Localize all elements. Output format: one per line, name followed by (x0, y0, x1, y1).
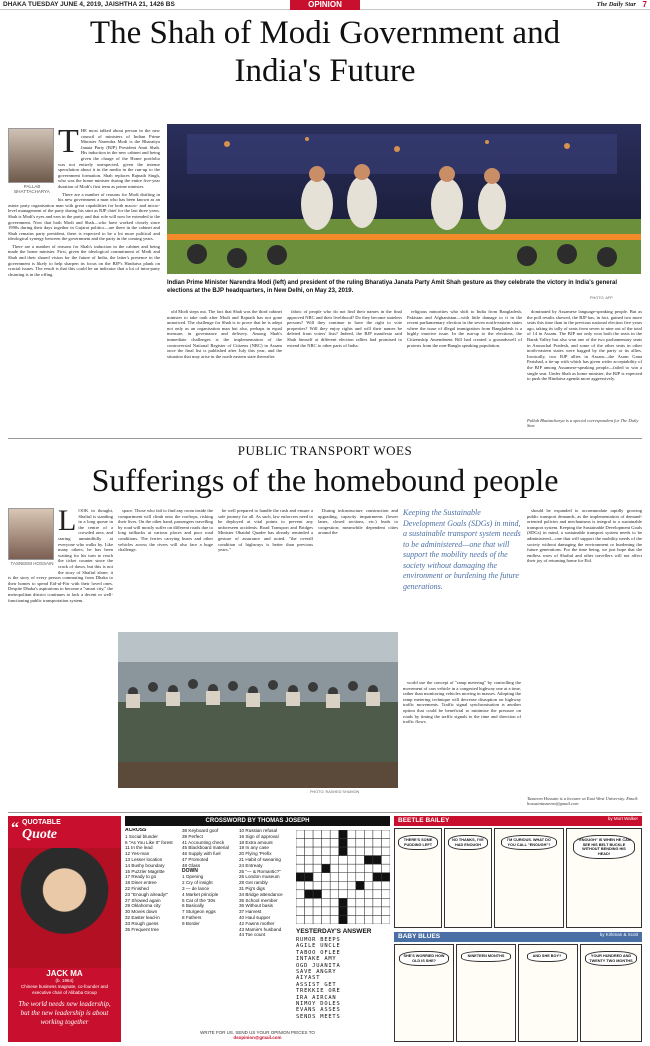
crossword-cell[interactable] (313, 915, 322, 924)
author-note: Tasneem Hossain is a lecturer at East West University. Email: hossaintasneem@gmail.com (527, 796, 639, 806)
drop-cap: T (58, 128, 79, 160)
baby-blues-title-bar (394, 932, 642, 942)
crossword-cell[interactable] (373, 915, 382, 924)
crossword-cell[interactable] (313, 847, 322, 856)
crossword-cell[interactable] (364, 898, 373, 907)
speech-bubble: AND SHE BOY? (527, 951, 567, 962)
crossword-cell[interactable] (339, 864, 348, 873)
article2-column-6 (527, 508, 642, 788)
crossword-cell (356, 881, 365, 890)
crossword-clue: 23 "Enough already!" (125, 891, 169, 897)
crossword-clue: 3 — de lance (182, 885, 210, 891)
crossword-clue: 48 Glass (182, 862, 201, 868)
crossword-cell[interactable] (364, 907, 373, 916)
article2-paragraph: space. Those who fail to find any room inside the compartment will climb onto the rooftops, risking their lives. On the other hand, passengers travelling by road will mostly suffer on different roads due to long tailbacks at various places and poor road conditions. The ferries carrying buses and other vehicles across the rivers will also face a huge challenge. (118, 508, 213, 553)
article2-lead: OOK in thought, Shafiul is standing in a long queue in the centre of a crowded area, and staring unmindfully at everyone who walks by. Like many others, he has been waiting for his turn to reach the ticket counter since the crack of dawn, but this is not the story of Shafiul alone; it is the story of every person commuting from Dhaka to their homes to spend Eid-ul-Fitr with their loved ones. Despite Dhaka's aspirations to become a "smart city," the metropolitan district continues to lack a decent or well-functioning public transportation system. (8, 508, 113, 603)
crossword-clue: 1 Social blunder (125, 833, 158, 839)
answer-row: AGILE UNCLE (296, 943, 341, 950)
crossword-cell[interactable] (347, 890, 356, 899)
article1-paragraph: There are a number of reasons for Modi drafting in his new government a man who has been known as an astute party organisation man with great capabilities for both macro- and micro-level management of the party during his stint as BJP chief for the last three years. Shah is Modi's eyes and ears in the party, and that role will now be extended to the government. Now that both Modi and Shah—who have worked closely since 1990s during their days together in Gujarat politics—are there in the cabinet and Shah remains party president, there is expected to be a lot more political and ideological synergy between the government and the party in the coming years. (8, 191, 160, 242)
answer-row: AIYAST (296, 975, 321, 982)
crossword-cell[interactable] (381, 898, 390, 907)
crossword-cell[interactable] (322, 847, 331, 856)
crossword-clue: 22 Finished (125, 885, 149, 891)
crossword-clue: 32 Easter lead-in (125, 914, 160, 920)
crossword-clues-column-2 (182, 828, 237, 1028)
crossword-cell[interactable] (373, 907, 382, 916)
crossword-clue: 26 London museum (239, 874, 280, 880)
speech-bubble: "ENOUGH" IS WHEN HE CAN SEE HIS BELT BUCKLE WITHOUT BENDING HIS HEAD! (573, 835, 635, 859)
crossword-cell[interactable] (330, 907, 339, 916)
answer-row: SAVE ANGRY (296, 969, 337, 976)
crossword-clues-column-3 (239, 828, 294, 1028)
crossword-clue: 14 Bushy boundary (125, 862, 165, 868)
crossword-cell[interactable] (313, 881, 322, 890)
crossword-clue: 13 Lesser location (125, 856, 163, 862)
crossword-clue: 25 "— & Romantic?" (239, 868, 281, 874)
drop-cap: L (58, 508, 77, 537)
crossword-cell[interactable] (356, 847, 365, 856)
comic-title: BABY BLUES (398, 933, 441, 940)
crossword-cell[interactable] (330, 839, 339, 848)
quotable-quote-box (8, 816, 121, 1042)
comic-panel (580, 944, 642, 1042)
crossword-clue: 10 Russian refusal (239, 828, 278, 833)
crossword-cell[interactable] (296, 847, 305, 856)
crossword-cell (313, 890, 322, 899)
answer-row: NIMOY DOLES (296, 1001, 341, 1008)
crossword-cell[interactable] (347, 839, 356, 848)
baby-blues-strip (394, 944, 642, 1042)
crossword-clue: 18 Diner entree (125, 880, 157, 886)
crossword-cell[interactable] (330, 856, 339, 865)
crossword-clue: 18 Extra amount (239, 839, 273, 845)
crossword-cell[interactable] (330, 890, 339, 899)
author-byline (8, 128, 56, 195)
article2-kicker: PUBLIC TRANSPORT WOES (237, 443, 413, 458)
crossword-cell[interactable] (296, 830, 305, 839)
crossword-cell[interactable] (322, 915, 331, 924)
crossword-cell[interactable] (381, 915, 390, 924)
speech-bubble: NO THANKS, I'VE HAD ENOUGH (448, 835, 488, 850)
quote-person-years: (b. 1964) (55, 978, 74, 983)
crossword-clue: 35 School member (239, 897, 278, 903)
article1-paragraph: old Modi steps out. The fact that Shah was the third cabinet minister to take oath after Modi and Rajnath has not gone unnoticed. The challenge for Shah is to prove that he is adept not only as an organisation man but also, perhaps in equal measure, in governance and delivery. Among Shah's immediate challenges is the implementation of the controversial National Register of Citizens (NRC) in Assam once the final list is published after July this year, and the situation that may arise in the north eastern state thereafter. (167, 309, 282, 359)
crossword-cell[interactable] (347, 898, 356, 907)
crossword-cell (339, 847, 348, 856)
crossword-cell[interactable] (322, 898, 331, 907)
yesterdays-answer-title: YESTERDAY'S ANSWER (296, 928, 372, 935)
page-number: 7 (642, 0, 647, 9)
comic-title: BEETLE BAILEY (398, 817, 450, 824)
answer-row: EVANS ASSES (296, 1007, 341, 1014)
crossword-clue: 40 Haul supper (239, 914, 271, 920)
crossword-clue: 34 Bridge attendance (239, 891, 283, 897)
article1-paragraph: dominated by Assamese language-speaking people. But as the poll results showed, the BJP has, in fact, gained two more seats this time than in the previous national election five years ago, taking its tally of seats from seven to nine out of the total of 14 in Assam. The BJP not only won both the seats in the Barak Valley but also won one of the two parliamentary seats in Arunachal Pradesh, and some of the other seats in other north-eastern states were bagged by the party or its allies. Ironically, two BJP allies in Assam—the Asom Gana Parishad, a tie-up with which has given wider acceptability of the BJP among Assamese-speaking people—failed to win a single seat. Under Shah as home minister, the BJP is expected to push the Hindutva agenda more aggressively. (527, 309, 642, 382)
crossword-clue: 37 Harvest (239, 909, 262, 915)
article2-headline[interactable]: Sufferings of the homebound people (91, 462, 559, 498)
article2-column-5 (403, 680, 521, 808)
crossword-cell[interactable] (313, 907, 322, 916)
crossword-clue: 29 Oklahoma city (125, 903, 161, 909)
crossword-cell[interactable] (347, 830, 356, 839)
quote-person-description: Chinese business magnate, co-founder and executive chair of Alibaba Group (20, 984, 109, 995)
crossword-cell[interactable] (296, 864, 305, 873)
answer-row: INTAKE AMY (296, 956, 337, 963)
crossword-cell (339, 907, 348, 916)
crossword-cell (296, 873, 305, 882)
crossword-cell[interactable] (347, 864, 356, 873)
crossword-cell[interactable] (381, 856, 390, 865)
crossword-cell[interactable] (296, 898, 305, 907)
crossword-clue: 47 Promoted (182, 856, 209, 862)
crossword-cell[interactable] (364, 830, 373, 839)
crossword-cell[interactable] (313, 864, 322, 873)
submission-text: WRITE FOR US. SEND US YOUR OPINION PIECES TO (200, 1030, 315, 1035)
quote-text: The world needs new leadership, but the new leadership is about working together (18, 1000, 111, 1026)
crossword-cell (381, 873, 390, 882)
article1-column-3 (287, 309, 402, 434)
crossword-cell[interactable] (347, 881, 356, 890)
crossword-cell[interactable] (330, 847, 339, 856)
crossword-cell[interactable] (305, 847, 314, 856)
crossword-cell[interactable] (347, 907, 356, 916)
speech-bubble: I'M CURIOUS. WHAT DO YOU CALL "ENOUGH"? (501, 835, 557, 850)
comic-author: by Kirkman & Scott (599, 932, 638, 937)
crossword-clue: 6 Basically (182, 903, 204, 909)
crossword-cell[interactable] (373, 898, 382, 907)
newspaper-name: The Daily Star (596, 1, 636, 8)
page-header (0, 0, 650, 10)
crossword-cell[interactable] (296, 907, 305, 916)
answer-row: OGD JUANITA (296, 962, 341, 969)
crossword-clue: 46 Supply with fuel (182, 851, 221, 857)
crossword-cell[interactable] (373, 830, 382, 839)
crossword-clue: 27 Showed again (125, 897, 161, 903)
author-name: PALLAB BHATTACHARYA (14, 184, 50, 194)
crossword-cell[interactable] (356, 830, 365, 839)
crossword-cell[interactable] (364, 915, 373, 924)
crossword-cell[interactable] (373, 839, 382, 848)
crossword-clue: 16 Sign of approval (239, 833, 279, 839)
pull-quote: Keeping the Sustainable Development Goals (SDGs) in mind, a sustainable transport system needs to be administered—one that will support the mobility needs of the society without damaging the environment or burdening the future generations. (403, 508, 521, 591)
crowded-train-illustration (118, 632, 398, 788)
crossword-cell[interactable] (364, 864, 373, 873)
crossword-clue: 19 In any case (239, 845, 269, 851)
issue-date: DHAKA TUESDAY JUNE 4, 2019, JAISHTHA 21, 1426 BS (3, 1, 175, 8)
crossword-cell (322, 864, 331, 873)
crossword-cell[interactable] (313, 856, 322, 865)
article1-column-2 (167, 309, 282, 434)
crossword-cell[interactable] (305, 898, 314, 907)
author-name: TASNEEM HOSSAIN (10, 561, 54, 566)
author-note: Pallab Bhattacharya is a special correspondent for The Daily Star. (527, 418, 639, 428)
crossword-clue: 24 Entreaty (239, 862, 263, 868)
crossword-clue: 28 Get rambly (239, 880, 268, 886)
crossword-clue: 38 Keyboard goof (182, 828, 219, 833)
crossword-cell[interactable] (347, 873, 356, 882)
crossword-cell (339, 830, 348, 839)
train-rooftop-photo[interactable] (118, 632, 398, 788)
crossword-cell[interactable] (381, 847, 390, 856)
crossword-clue: 33 Rough guess (125, 920, 159, 926)
crossword-cell[interactable] (322, 907, 331, 916)
crossword-cell[interactable] (322, 830, 331, 839)
speech-bubble: SHE'S WORRIED HOW OLD IS SHE? (399, 951, 449, 966)
crossword-grid[interactable] (296, 830, 390, 924)
crossword-cell[interactable] (322, 839, 331, 848)
photo-caption: Indian Prime Minister Narendra Modi (left) and president of the ruling Bharatiya Janata Party Amit Shah gesture as they celebrate the victory in India's general elections at the BJP headquarters, in New Delhi, on May 23, 2019. (167, 280, 617, 294)
crossword-cell[interactable] (364, 839, 373, 848)
crossword-clue: 31 Pig's digs (239, 885, 265, 891)
article1-paragraph: fabric of people who do not find their names in the final approved NRC and their livelihood? Do they become stateless persons? Will they continue to have the right to vote properties? Will they enjoy rights and will their names be deleted from voters' lists? Indeed, the BJP manifesto said Shah himself at different election rallies had promised to extend the NRC to other parts of India. (287, 309, 402, 348)
down-label: DOWN (182, 867, 198, 874)
crossword-cell (339, 839, 348, 848)
crossword-cell[interactable] (339, 890, 348, 899)
quote-mark-icon: “ (11, 820, 19, 837)
crossword-clue: 11 In the lead (125, 845, 153, 851)
crossword-cell[interactable] (305, 915, 314, 924)
comic-panel (456, 944, 516, 1042)
section-label[interactable]: OPINION (290, 0, 360, 10)
crossword-clues-column-1 (125, 828, 180, 1028)
crossword-cell[interactable] (305, 856, 314, 865)
comic-panel (444, 828, 492, 928)
crossword-clue: 6 "As You Like It" forest (125, 839, 173, 845)
crossword-cell[interactable] (313, 839, 322, 848)
article1-column-4 (407, 309, 522, 434)
crossword-cell[interactable] (313, 830, 322, 839)
lead-photo[interactable] (167, 124, 641, 274)
crossword-clue: 44 Toe count (239, 932, 266, 938)
comic-author: by Mort Walker (607, 816, 638, 821)
section-divider (8, 438, 642, 439)
quote-box-title: QUOTABLE (22, 819, 61, 826)
crossword-cell[interactable] (356, 873, 365, 882)
crossword-cell[interactable] (305, 881, 314, 890)
crossword-cell[interactable] (330, 915, 339, 924)
article1-column-5 (527, 309, 642, 417)
headline-line-2: India's Future (234, 53, 416, 89)
author-photo (8, 128, 54, 183)
crossword-clue: 21 Habit of swearing (239, 856, 281, 862)
article1-lead: HE most talked about person in the new council of ministers of Indian Prime Minister Narendra Modi is the Bharatiya Janata Party (BJP) President Amit Shah. His induction in the new cabinet and being given the charge of the Home portfolio was not entirely unexpected, given the intense speculation about it in the media in the run-up to the government formation. Shah replaces Rajnath Singh, who was the home minister during the entire five-year duration of Modi's first term as prime minister. (58, 128, 160, 189)
crossword-cell[interactable] (381, 907, 390, 916)
crossword-clue: 35 Frequent tree (125, 926, 159, 932)
crossword-cell[interactable] (305, 907, 314, 916)
article2-column-3 (218, 508, 313, 628)
opinion-submission-note (125, 1030, 390, 1040)
crossword-clue: 15 Puzzler Magritte (125, 868, 165, 874)
headline-line-1: The Shah of Modi Government and (89, 15, 561, 51)
crossword-clue: 8 Fathers (182, 914, 202, 920)
crossword-cell[interactable] (322, 873, 331, 882)
crossword-cell[interactable] (330, 830, 339, 839)
answer-row: TREKKIE ORE (296, 988, 341, 995)
crossword-cell[interactable] (347, 856, 356, 865)
submission-email[interactable]: dsopinion@gmail.com (233, 1035, 282, 1040)
crossword-cell[interactable] (364, 890, 373, 899)
article2-paragraph: world use the concept of "ramp metering" by controlling the movement of cars vehicle in a congested highway one at a time, rather than monitoring vehicles moving in masses. Adopting the ramp metering technique will decrease disruption on highway traffic movements. Traffic signal synchronisation is another option that could be beneficial to minimise the pressure on roads by timing the traffic signals to the time and direction of traffic flows. (403, 680, 521, 725)
crossword-cell[interactable] (356, 890, 365, 899)
crossword-cell[interactable] (305, 830, 314, 839)
crossword-cell (339, 898, 348, 907)
crossword-cell[interactable] (373, 847, 382, 856)
answer-row: ASSIST GET (296, 981, 337, 988)
crossword-clue: 20 Flying 'Prefix (239, 851, 272, 857)
crossword-cell[interactable] (322, 856, 331, 865)
quote-box-subtitle: Quote (22, 827, 57, 842)
comic-panel (394, 828, 442, 928)
photo-credit: PHOTO: RASHED SHUMON (310, 790, 360, 794)
crossword-clue: 17 Ready to go (125, 874, 157, 880)
crossword-cell[interactable] (322, 890, 331, 899)
crossword-cell[interactable] (356, 915, 365, 924)
crossword-cell[interactable] (296, 890, 305, 899)
crossword-cell[interactable] (381, 881, 390, 890)
comic-panel (394, 944, 454, 1042)
crossword-cell[interactable] (296, 839, 305, 848)
crossword-clue: 1 Opening (182, 874, 204, 880)
crossword-cell[interactable] (305, 864, 314, 873)
crossword-cell[interactable] (356, 898, 365, 907)
crossword-cell[interactable] (330, 881, 339, 890)
crossword-clue: 12 Yes-man (125, 851, 150, 857)
crossword-cell[interactable] (381, 890, 390, 899)
article2-paragraph: should be expanded to accommodate rapidly growing public transport demands, as the implementation of demand-oriented policies and mechanisms is integral to a sustainable transport system. Keeping the Sustainable Development Goals (SDGs) in mind, a sustainable transport system needs to be administered—one that will support the mobility needs of the society without damaging the environment or burdening the future generations. For the time being, we just hope that the endless woes of Shafiul and other travellers will not affect their joy of returning home for Eid. (527, 508, 642, 564)
crossword-cell (373, 873, 382, 882)
crossword-clue: 7 Sturgeon eggs (182, 909, 216, 915)
crossword-cell[interactable] (356, 839, 365, 848)
crossword-cell[interactable] (364, 847, 373, 856)
answer-row: TABOO OFLEE (296, 949, 341, 956)
author-byline (8, 508, 56, 568)
crossword-cell[interactable] (330, 864, 339, 873)
crossword-cell[interactable] (356, 907, 365, 916)
crossword-clue: 39 Perfect (182, 833, 203, 839)
author-photo (8, 508, 54, 560)
answer-row: RUMOR BEEPS (296, 937, 341, 943)
crossword-cell (373, 856, 382, 865)
crossword-cell[interactable] (296, 856, 305, 865)
across-label: ACROSS (125, 828, 147, 833)
crossword-cell[interactable] (381, 830, 390, 839)
article2-column-4 (318, 508, 398, 628)
crossword-cell[interactable] (373, 864, 382, 873)
crossword-clue: 4 Market principle (182, 891, 219, 897)
crossword-cell[interactable] (339, 873, 348, 882)
crossword-cell[interactable] (296, 915, 305, 924)
comic-panel (566, 828, 642, 928)
crossword-clue: 2 Cry of insight (182, 880, 213, 886)
crossword-cell[interactable] (373, 881, 382, 890)
article2-paragraph: be well prepared to handle the rush and ensure a safe journey for all. As such, law enforcers need to be deployed at vital points to prevent any unforeseen accidents. Road Transport and Bridges Minister Obaidul Quader has already reminded a gesture of assurance and noted, "the overall condition of highways is better than previous years." (218, 508, 313, 553)
crossword-cell[interactable] (330, 898, 339, 907)
crossword-clue: 43 Mamie's husband (239, 926, 282, 932)
speech-bubble: YOUR HUNDRED AND TWENTY TWO MONTHS (585, 951, 637, 966)
article1-paragraph: There are a number of reasons for Shah's induction in the cabinet and being made the home minister. First, given the ideological commitment of Modi and Shah and their shared vision for the future of India, the latter's presence in the government is likely to help sharpen its focus on the BJP's Hindutva plank on crucial issues. The result is that this could be an indicator that a lot of intra-party churning is in the offing. (8, 243, 160, 277)
answer-row: SENDS MEETS (296, 1013, 341, 1020)
crossword-clue: 45 Blackboard material (182, 845, 229, 851)
crossword-clue: 5 Cat of the '30s (182, 897, 216, 903)
crowd-photo-illustration (167, 124, 641, 274)
crossword-cell[interactable] (347, 847, 356, 856)
crossword-clue: 36 Without basis (239, 903, 273, 909)
crossword-cell (305, 873, 314, 882)
beetle-bailey-strip (394, 828, 642, 928)
crossword-cell (305, 890, 314, 899)
yesterdays-answer-grid (296, 937, 390, 1020)
crossword-cell[interactable] (330, 873, 339, 882)
crossword-cell[interactable] (373, 890, 382, 899)
crossword-cell (364, 856, 373, 865)
crossword-cell[interactable] (381, 864, 390, 873)
crossword-cell[interactable] (339, 856, 348, 865)
crossword-clue: 41 Accounting check (182, 839, 225, 845)
comic-panel (494, 828, 564, 928)
crossword-cell (339, 915, 348, 924)
answer-row: IRA AIRCAN (296, 994, 337, 1001)
article2-paragraph: During infrastructure construction and upgrading, capacity impairments (lower lanes, closed sections, etc.) leads to congestion; meanwhile dependent cities around the (318, 508, 398, 536)
crossword-cell[interactable] (296, 881, 305, 890)
crossword-cell[interactable] (313, 873, 322, 882)
article-headline[interactable] (0, 14, 650, 90)
comic-panel (518, 944, 578, 1042)
crossword-cell[interactable] (313, 898, 322, 907)
crossword-cell[interactable] (322, 881, 331, 890)
beetle-bailey-title-bar (394, 816, 642, 826)
photo-credit: PHOTO: AFP (590, 296, 613, 300)
speech-bubble: NINETEEN MONTHS (461, 951, 511, 962)
crossword-clue: 42 Fawns mother (239, 920, 275, 926)
crossword-cell[interactable] (356, 856, 365, 865)
crossword-cell[interactable] (381, 839, 390, 848)
section-divider (8, 812, 642, 813)
crossword-title: CROSSWORD BY THOMAS JOSEPH (125, 816, 390, 826)
crossword-cell[interactable] (364, 873, 373, 882)
article2-column-2 (118, 508, 213, 628)
article1-paragraph: religious minorities who shift to India from Bangladesh, Pakistan and Afghanistan—with little damage to it in the recent parliamentary election in the seven north-eastern states where the issue of illegal immigration from Bangladesh is a highly emotive issue. In the run-up to the elections, the Citizenship Amendment Bill had created a groundswell of protests from the non-Bangla speaking population. (407, 309, 522, 348)
speech-bubble: THERE'S SOME PUDDING LEFT (398, 835, 438, 850)
portrait-photo (8, 848, 121, 968)
quote-person-name: JACK MA (46, 969, 83, 978)
crossword-cell[interactable] (305, 839, 314, 848)
crossword-cell[interactable] (364, 881, 373, 890)
crossword-clue: 9 Border (182, 920, 200, 926)
crossword-clue: 30 Moves down (125, 909, 158, 915)
crossword-cell[interactable] (347, 915, 356, 924)
crossword-cell[interactable] (356, 864, 365, 873)
crossword-cell[interactable] (339, 881, 348, 890)
